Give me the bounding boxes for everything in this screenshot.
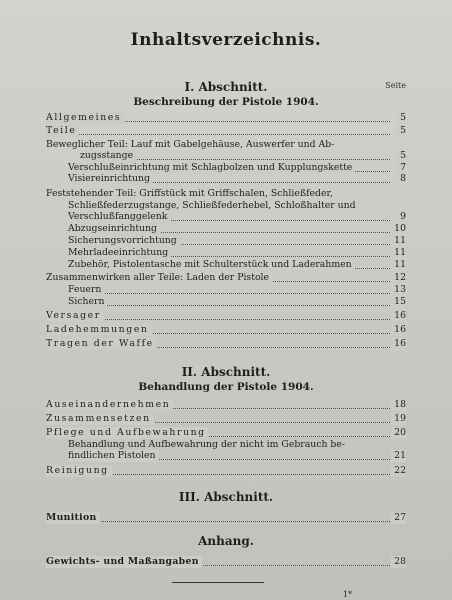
toc-entry-label: Ladehemmungen [46,324,152,336]
toc-entry-page: 5 [397,112,406,124]
toc-entry-page: 12 [391,272,406,284]
toc-entry [46,399,406,411]
toc-entry [46,512,406,524]
toc-entry-label: Tragen der Waffe [46,338,157,350]
toc-entry-page: 9 [397,211,406,223]
toc-entry [46,324,406,336]
toc-entry-label: Allgemeines [46,112,124,124]
toc-entry-page: 13 [391,284,406,296]
section-3-heading: III. Abschnitt. [178,490,274,504]
toc-entry-page: 5 [397,125,406,137]
signature-mark: 1* [342,590,352,599]
toc-entry-label: Zubehör, Pistolentasche mit Schulterstück und Laderahmen [68,259,355,271]
page-title: Inhaltsverzeichnis. [130,30,322,50]
toc-entry-label: findlichen Pistolen [68,450,159,462]
toc-entry-label: Sicherungsvorrichtung [68,235,180,247]
toc-entry-page: 18 [391,399,406,411]
toc-entry [46,465,406,477]
toc-entry [46,427,406,439]
section-1-subheading: Beschreibung der Pistole 1904. [133,96,319,108]
toc-entry-label: Gewichts- und Maßangaben [46,556,202,568]
toc-entry-label: Sichern [68,296,107,308]
toc-entry-label: Teile [46,125,79,137]
toc-entry-line: Feststehender Teil: Griffstück mit Griffschalen, Schließfeder, [46,188,333,199]
section-2-heading: II. Abschnitt. [181,365,271,379]
toc-entry-page: 10 [391,223,406,235]
toc-entry-page: 11 [391,259,406,271]
toc-entry [46,112,406,124]
toc-entry-page: 21 [391,450,406,462]
toc-entry-label: Visiereinrichtung [68,173,153,185]
toc-entry-label: Verschlußeinrichtung mit Schlagbolzen und Kupplungskette [68,162,355,174]
toc-entry [46,310,406,322]
toc-entry-label: Zusammensetzen [46,413,154,425]
toc-entry-page: 22 [391,465,406,477]
toc-entry-label: Reinigung [46,465,112,477]
toc-entry [68,173,406,185]
toc-entry [46,338,406,350]
toc-entry [68,223,406,235]
toc-entry [68,296,406,308]
toc-entry-page: 15 [391,296,406,308]
toc-entry-label: Pflege und Aufbewahrung [46,427,209,439]
toc-entry-label: zugsstange [80,150,136,162]
toc-entry-page: 16 [391,324,406,336]
toc-entry [68,259,406,271]
toc-entry [68,211,406,223]
toc-entry [46,125,406,137]
toc-entry-label: Auseinandernehmen [46,399,173,411]
toc-entry-page: 11 [391,247,406,259]
toc-entry-page: 11 [391,235,406,247]
toc-entry-page: 16 [391,338,406,350]
toc-entry-label: Munition [46,512,100,524]
toc-entry-page: 27 [391,512,406,524]
section-1-heading: I. Abschnitt. [184,80,268,94]
section-2-subheading: Behandlung der Pistole 1904. [138,381,314,393]
page-column-label: Seite [385,81,406,90]
toc-entry [46,272,406,284]
closing-rule [172,582,264,583]
toc-entry [68,247,406,259]
toc-entry-page: 20 [391,427,406,439]
toc-entry-page: 5 [397,150,406,162]
toc-entry-page: 28 [391,556,406,568]
toc-entry-page: 16 [391,310,406,322]
toc-entry-label: Abzugseinrichtung [68,223,160,235]
toc-entry [68,450,406,462]
toc-entry-page: 7 [397,162,406,174]
toc-entry-page: 8 [397,173,406,185]
toc-entry-label: Verschlußfanggelenk [68,211,170,223]
toc-entry-page: 19 [391,413,406,425]
appendix-heading: Anhang. [198,534,254,548]
toc-entry-line: Behandlung und Aufbewahrung der nicht im Gebrauch be- [68,439,345,450]
toc-entry-line: Beweglicher Teil: Lauf mit Gabelgehäuse, Auswerfer und Ab- [46,139,335,150]
toc-entry [46,413,406,425]
toc-entry [80,150,406,162]
toc-entry-label: Feuern [68,284,104,296]
toc-entry [46,556,406,568]
toc-entry [68,235,406,247]
toc-entry-label: Zusammenwirken aller Teile: Laden der Pistole [46,272,272,284]
toc-entry-label: Versager [46,310,104,322]
toc-entry-label: Mehrladeeinrichtung [68,247,171,259]
toc-entry [68,284,406,296]
toc-entry-line: Schließfederzugstange, Schließfederhebel, Schloßhalter und [68,200,356,211]
